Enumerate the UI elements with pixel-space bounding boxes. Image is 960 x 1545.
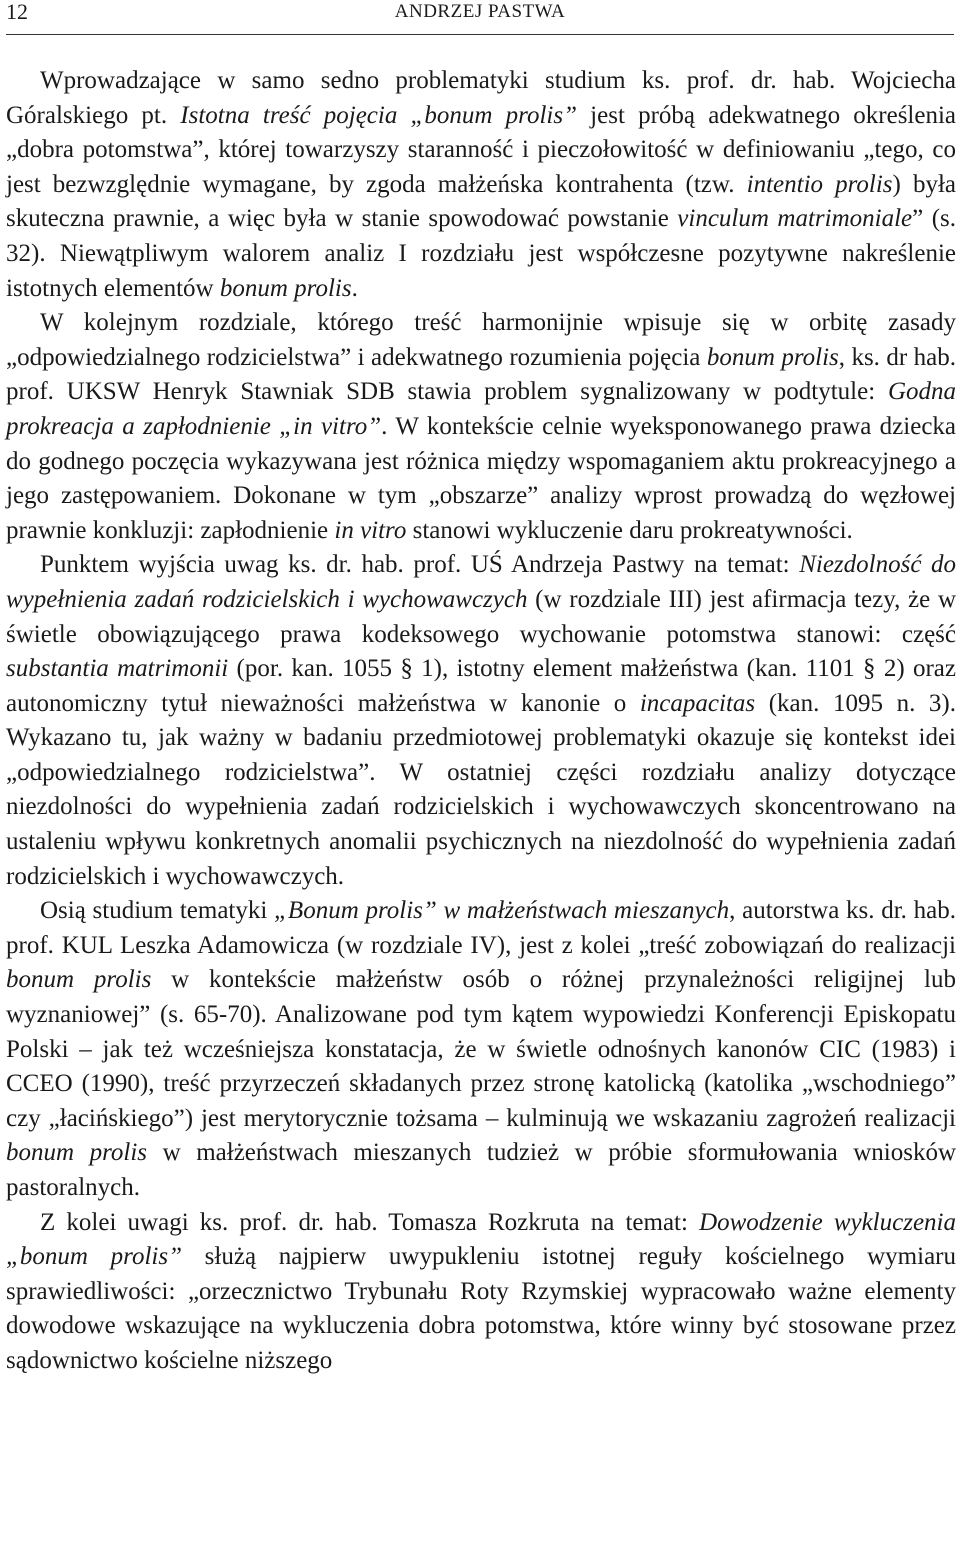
italic-text-run: vinculum matrimoniale xyxy=(677,205,913,233)
running-head xyxy=(6,0,954,35)
italic-text-run: in vitro xyxy=(334,516,407,544)
italic-text-run: Istotna treść pojęcia „bonum prolis” xyxy=(180,101,577,129)
text-run: . W kontekście celnie wyeksponowanego prawa dziecka do godnego poczęcia wykazywana jest różnica między wspomaganiem aktu prokreacyjnego a jego zastępowaniem. Dokonane w tym „obszarze” analizy wprost prowadzą do węzłowej prawnie konkluzji: zapłodnienie xyxy=(6,412,957,544)
text-run: . xyxy=(351,274,358,302)
text-run: , ks. dr hab. prof. UKSW Henryk Stawniak SDB stawia problem sygnalizowany w podtytule: xyxy=(6,343,956,406)
text-run: służą najpierw uwypukleniu istotnej reguły kościelnego wymiaru sprawiedliwości: „orzecznictwo Trybunału Roty Rzymskiej wypracowało ważne elementy dowodowe wskazujące na wykluczenia dobra potomstwa, które winny być stosowane przez sądownictwo kościelne niższego xyxy=(6,1243,956,1374)
text-run: ) była skuteczna prawnie, a więc była w stanie spowodować powstanie xyxy=(6,170,956,233)
italic-text-run: bonum prolis xyxy=(219,274,352,302)
italic-text-run: Godna prokreacja a zapłodnienie „in vitro” xyxy=(6,378,956,440)
italic-text-run: „Bonum prolis” w małżeństwach mieszanych xyxy=(274,897,730,925)
italic-text-run: Dowodzenie wykluczenia „bonum prolis” xyxy=(6,1208,956,1271)
italic-text-run: bonum prolis xyxy=(6,966,152,994)
paragraph xyxy=(6,548,956,894)
text-run: (w rozdziale III) jest afirmacja tezy, że w świetle obowiązującego prawa kodeksowego wychowanie potomstwa stanowi: część xyxy=(6,585,956,648)
text-run: Z kolei uwagi ks. prof. dr. hab. Tomasza Rozkruta na temat: xyxy=(40,1208,700,1236)
text-run: ” (s. 32). Niewątpliwym walorem analiz I rozdziału jest współczesne pozytywne nakreślenie istotnych elementów xyxy=(6,205,957,302)
running-title: ANDRZEJ PASTWA xyxy=(394,1,566,22)
paragraph xyxy=(6,64,956,306)
italic-text-run: incapacitas xyxy=(639,689,756,717)
text-run: w kontekście małżeństw osób o różnej przynależności religijnej lub wyznaniowej” (s. 65-70). Analizowane pod tym kątem wypowiedzi Konferencji Episkopatu Polski – jak też wcześniejsza konstatacja, że w świetle odnośnych kanonów CIC (1983) i CCEO (1990), treść przyrzeczeń składanych przez stronę katolicką (katolika „wschodniego” czy „łacińskiego”) jest merytorycznie tożsama – kulminują we wskazaniu zagrożeń realizacji xyxy=(6,966,956,1132)
text-run: w małżeństwach mieszanych tudzież w próbie sformułowania wniosków pastoralnych. xyxy=(6,1139,957,1201)
italic-text-run: intentio prolis xyxy=(746,170,893,198)
italic-text-run: bonum prolis xyxy=(6,1139,148,1167)
text-run: Wprowadzające w samo sedno problematyki studium ks. prof. dr. hab. Wojciecha Góralskiego pt. xyxy=(6,67,956,129)
paragraph xyxy=(6,1206,956,1379)
italic-text-run: bonum prolis xyxy=(706,343,839,371)
italic-text-run: substantia matrimonii xyxy=(6,655,229,683)
paragraph xyxy=(6,894,956,1205)
text-run: Osią studium tematyki xyxy=(40,897,275,925)
text-run: (kan. 1095 n. 3). Wykazano tu, jak ważny w badaniu przedmiotowej problematyki okazuje się kontekst idei „odpowiedzialnego rodzicielstwa”. W ostatniej części rozdziału analizy dotyczące niezdolności do wypełnienia zadań rodzicielskich i wychowawczych skoncentrowano na ustaleniu wpływu konkretnych anomalii psychicznych na niezdolność do wypełnienia zadań rodzicielskich i wychowawczych. xyxy=(6,689,956,890)
text-run: jest próbą adekwatnego określenia „dobra potomstwa”, której towarzyszy staranność i pieczołowitość w definiowaniu „tego, co jest bezwzględnie wymagane, by zgoda małżeńska kontrahenta (tzw. xyxy=(6,101,957,198)
text-run: (por. kan. 1055 § 1), istotny element małżeństwa (kan. 1101 § 2) oraz autonomiczny tytuł nieważności małżeństwa w kanonie o xyxy=(6,655,956,717)
page-number: 12 xyxy=(6,0,28,24)
body-text xyxy=(6,64,956,1379)
text-run: Punktem wyjścia uwag ks. dr. hab. prof. UŚ Andrzeja Pastwy na temat: xyxy=(40,551,800,579)
text-run: W kolejnym rozdziale, którego treść harmonijnie wpisuje się w orbitę zasady „odpowiedzialnego rodzicielstwa” i adekwatnego rozumienia pojęcia xyxy=(6,309,956,371)
text-run: stanowi wykluczenie daru prokreatywności. xyxy=(406,516,853,544)
text-run: , autorstwa ks. dr. hab. prof. KUL Leszka Adamowicza (w rozdziale IV), jest z kolei „treść zobowiązań do realizacji xyxy=(6,897,956,959)
paragraph xyxy=(6,306,956,548)
italic-text-run: Niezdolność do wypełnienia zadań rodzicielskich i wychowawczych xyxy=(6,551,957,613)
